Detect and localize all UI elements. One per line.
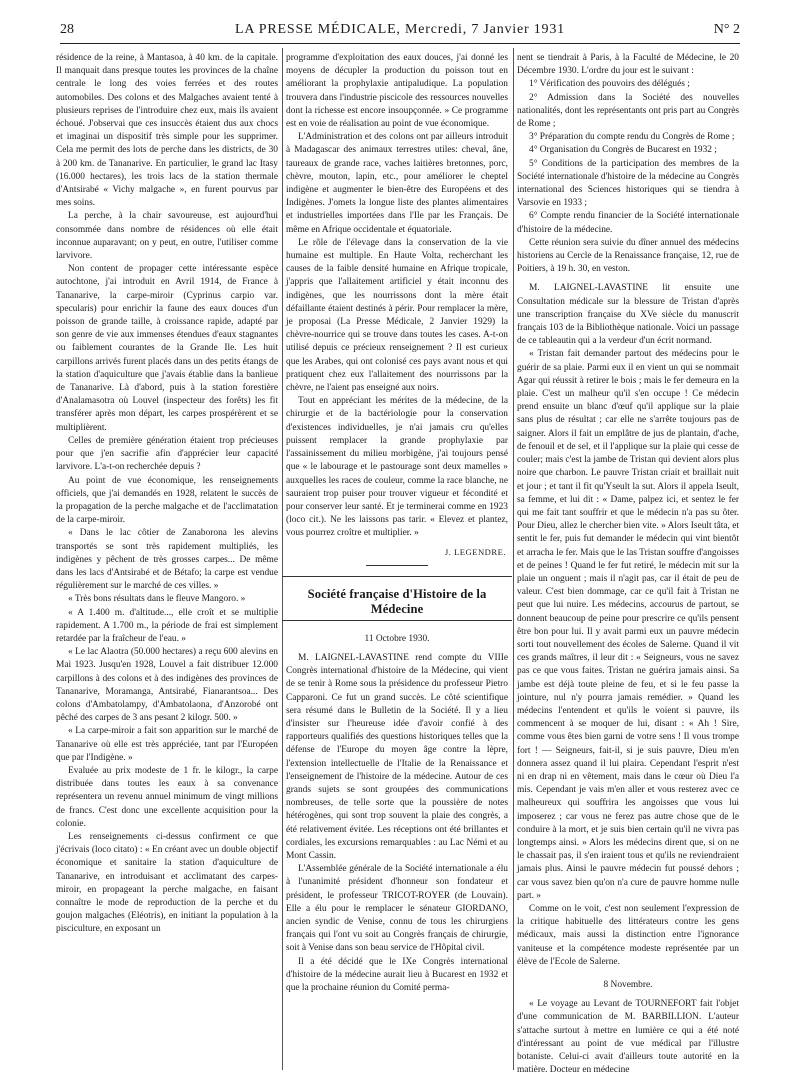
- agenda-item: 4° Organisation du Congrès de Bucarest en 1932 ;: [529, 145, 717, 156]
- session-date: 11 Octobre 1930.: [364, 633, 430, 644]
- column-divider: [513, 48, 514, 1070]
- paragraph: Tout en appréciant les mérites de la médecine, de la chirurgie et de la bactériologie pour la conservation d'existences individuelles, je n'ai jamais cru qu'elles puissent remplacer la grande prophylaxie par l'assainissement du milieu morbigène, j'ai toujours pensé que « le labourage et le pastourage sont deux mamelles » auxquelles les races de couleur, comme la race blanche, ne sauraient trop puiser pour trouver vigueur et fécondité et pour conserver leur santé. Et je terminerai comme en 1923 (loco cit.). Ne les laissons pas tarir. « Elevez et plantez, vous pourrez croître et multiplier. »: [286, 396, 508, 539]
- quote-paragraph: « Très bons résultats dans le fleuve Mangoro. »: [68, 594, 246, 605]
- paragraph: résidence de la reine, à Mantasoa, à 40 km. de la capitale. Il manquait dans presque toutes les provinces de la chaîne centrale le long des voies ferrées et des routes automobiles. Des colons et des Malgaches avaient tenté à plusieurs reprises de l'introduire chez eux, mais ils avaient échoué. J'observai que ces insuccès étaient dus aux chocs et imaginai un dispositif très simple pour les supprimer. Cela me permit des lots de perche dans les districts, de 30 à 200 km. de Tananarive. En particulier, le grand lac Itasy (16.000 hectares), les trois lacs de la station thermale d'Antsirabé « Vichy malgache », en furent pourvus par mes soins.: [56, 53, 278, 209]
- section-rule-bottom: [282, 620, 512, 621]
- session-date: 8 Novembre.: [603, 980, 653, 991]
- paragraph: Au point de vue économique, les renseignements officiels, que j'ai demandés en 1928, relatent le succès de la propagation de la perche malgache et de l'acclimatation de la carpe-miroir.: [56, 475, 278, 526]
- paragraph: programme d'exploitation des eaux douces, j'ai donné les moyens de décupler la production du poisson tout en améliorant la prophylaxie antipaludique. La population trouvera dans l'industrie piscicole des ressources nouvelles dont la richesse est encore insoupçonnée. » Ce programme est en voie de réalisation au point de vue économique.: [286, 53, 508, 130]
- paragraph: Cette réunion sera suivie du dîner annuel des médecins historiens au Cercle de la Renaissance française, 12, rue de Poitiers, à 19 h. 30, en veston.: [517, 237, 739, 275]
- column-3: [517, 52, 739, 1076]
- column-2: [286, 52, 508, 1070]
- paragraph: Il a été décidé que le IXe Congrès international d'histoire de la médecine aurait lieu à Bucarest en 1932 et que la prochaine réunion du Comité perma-: [286, 956, 508, 993]
- paragraph: nent se tiendrait à Paris, à la Faculté de Médecine, le 20 Décembre 1930. L'ordre du jour est le suivant :: [517, 53, 739, 77]
- header-rule: [60, 43, 740, 44]
- author-signature: J. LEGENDRE.: [444, 546, 506, 557]
- paragraph: M. LAIGNEL-LAVASTINE rend compte du VIIIe Congrès international d'histoire de la Médecine, qui vient de se tenir à Rome sous la présidence du professeur Pietro Capparoni. Ce fut un grand succès. Le côté scientifique sera résumé dans le Bulletin de la Société. Il y a lieu d'insister sur l'heureuse idée d'avoir confié à des rapporteurs qualifiés des questions historiques telles que la défense de l'Europe du moyen âge contre la lèpre, l'extension intellectuelle de l'Italie de la Renaissance et l'enseignement de l'histoire de la médecine. Autour de ces grands sujets se sont groupées des communications nombreuses, de telle sorte que la poussière de notes hétérogènes, qui sont trop souvent la plaie des congrès, a été relativement évitée. Les réceptions ont été brillantes et cordiales, les excursions remarquables : au Lac Némi et au Mont Cassin.: [286, 652, 508, 861]
- quote-paragraph: « Le lac Alaotra (50.000 hectares) a reçu 600 alevins en Mai 1923. Jusqu'en 1928, Louvel a fait distribuer 12.000 carpillons à des colons et à des indigènes des provinces de Tananarive, Moramanga, Antsirabé, Fianarantsoa... Des colons d'Ambatolampy, d'Ambatolaona, d'Anzorobé ont pêché des carpes de 3 ans pesant 2 kilogr. 500. »: [56, 647, 278, 724]
- column-divider: [282, 48, 283, 1070]
- agenda-item: 3° Préparation du compte rendu du Congrès de Rome ;: [529, 132, 735, 143]
- agenda-item: 6° Compte rendu financier de la Société internationale d'histoire de la médecine.: [517, 211, 739, 235]
- quote-paragraph: « A 1.400 m. d'altitude..., elle croît et se multiplie rapidement. A 1.700 m., la période de frai est simplement retardée par la fraîcheur de l'eau. »: [56, 607, 278, 644]
- paragraph: Celles de première génération étaient trop précieuses pour que j'en sacrifie afin d'apprécier leur capacité larvivore. L'a-t-on recherchée depuis ?: [56, 435, 278, 473]
- paragraph: L'Administration et des colons ont par ailleurs introduit à Madagascar des animaux terrestres utiles: cheval, âne, taureaux de grande race, vaches laitières bretonnes, porc, chèvre, mouton, lapin, etc., pour améliorer le cheptel indigène et augmenter le bien-être des Européens et des Indigènes. J'omets la longue liste des plantes alimentaires et industrielles importées dans l'Ile par les Français. De même en Afrique occidentale et équatoriale.: [286, 132, 508, 235]
- issue-number: N° 2: [713, 22, 740, 37]
- paragraph: Non content de propager cette intéressante espèce autochtone, j'ai introduit en Avril 1914, de France à Tananarive, la carpe-miroir (Cyprinus carpio var. specularis) pour enrichir la faune des eaux douces d'un poisson de grande taille, à croissance rapide, adapté par son genre de vie aux immenses étendues d'eaux stagnantes ou faiblement courantes de la Grande Ile. Les huit carpillons arrivés furent placés dans un des petits étangs de la station d'aquiculture que j'avais établie dans la banlieue de Tananarive. Là d'abord, puis à la station forestière d'Analamasotra où Louvel (inspecteur des forêts) les fit transférer après mon départ, les carpes prospérèrent et se multiplièrent.: [56, 264, 278, 433]
- paragraph: L'Assemblée générale de la Société internationale a élu à l'unanimité président d'honneur son fondateur et président, le professeur TRICOT-ROYER (de Louvain). Elle a élu pour le remplacer le sénateur GIORDANO, ancien syndic de Venise, connu de tous les chirurgiens français qui l'ont vu soit au Congrès français de chirurgie, soit à Venise dans son beau service de l'Hôpital civil.: [286, 864, 508, 954]
- paragraph: M. LAIGNEL-LAVASTINE lit ensuite une Consultation médicale sur la blessure de Tristan d'après une transcription française du XVe siècle du manuscrit français 103 de la Bibliothèque nationale. Voici un passage de ce tableautin qui a la verdeur d'un écrit normand.: [517, 283, 739, 347]
- journal-title: LA PRESSE MÉDICALE, Mercredi, 7 Janvier 1931: [235, 22, 565, 37]
- page-number: 28: [60, 22, 74, 37]
- paragraph: Comme on le voit, c'est non seulement l'expression de la critique habituelle des littérateurs contre les gens médicaux, mais aussi la distinction entre l'ignorance vaniteuse et la compétence modeste représentée par un élève de l'Ecole de Salerne.: [517, 904, 739, 967]
- paragraph: La perche, à la chair savoureuse, est aujourd'hui consommée dans nombre de résidences où elle était inconnue auparavant; on y peut, en outre, l'utiliser comme larvivore.: [56, 211, 278, 262]
- quote-paragraph: « La carpe-miroir a fait son apparition sur le marché de Tananarive où elle est très appréciée, tant par l'Européen que par l'Indigène. »: [56, 726, 278, 763]
- agenda-item: 5° Conditions de la participation des membres de la Société internationale d'histoire de la médecine au Congrès international des Sciences historiques qui se tiendra à Varsovie en 1933 ;: [517, 158, 739, 209]
- paragraph: Evaluée au prix modeste de 1 fr. le kilogr., la carpe distribuée dans toutes les eaux à sa convenance représentera un revenu annuel minimum de vingt millions de francs. C'est donc une excellente acquisition pour la colonie.: [56, 765, 278, 829]
- agenda-item: 2° Admission dans la Société des nouvelles nationalités, dont les représentants ont pris part au Congrès de Rome ;: [517, 92, 739, 130]
- page-header: [60, 22, 740, 42]
- column-1: [56, 52, 278, 1070]
- quote-paragraph: « Tristan fait demander partout des médecins pour le guérir de sa plaie. Parmi eux il en vient un qui se nommait Agar qui réussit à retirer le bois ; mais le fer demeura en la plaie. C'est un malheur qu'il s'en occupe ! Ce médecin prend ensuite un blanc d'œuf qu'il applique sur la plaie sans plus de résultat ; car elle ne s'arrête toujours pas de saigner. Alors il fait un emplâtre de jus de plantain, d'ache, de fenouil et de sel, et il l'applique sur la plaie qui cesse de couler; mais c'est la jambe de Tristan qui devient alors plus noire que charbon. Le pauvre Tristan criait et braillait nuit et jour ; et tant il fit qu'Yseult la sut. Alors il appela Iseult, sa femme, et lui dit : « Dame, palpez ici, et sentez le fer qui me fait tant souffrir et que le médecin n'a pas su ôter. Pour Dieu, allez le chercher bien vite. » Alors Iseult tâta, et sentit le fer, puis fut demander le médecin qui vint bientôt et arracha le fer. Mais que le las Tristan souffre d'angoisses et de peines ! Quand le fer fut retiré, le médecin mit sur la plaie un onguent ; mais il n'agit pas, car il était de peu de valeur. C'est bien dommage, car ce qu'il fait à Tristan ne peut que lui nuire. Les médecins, accourus de partout, se donnent beaucoup de peine pour prescrire ce qu'ils pensent être bon pour lui. Il y avait parmi eux un pauvre médecin sorti tout nouvellement des écoles de Salerne. Quand il vit ces grands maîtres, il leur dit : « Seigneurs, vous ne savez pas ce que vous faites. Tristan ne guérira jamais ainsi. Sa jambe est déjà toute pleine de feu, et si le feu passe la jointure, nul n'y pourra jamais remédier. » Quand les médecins l'entendent et qu'ils le voient si pauvre, ils commencent à se moquer de lui, disant : « Ah ! Sire, comme vous êtes bien garni de votre sens ! Il vous trompe fort ! — Seigneurs, fait-il, si je suis pauvre, Dieu m'en donnera assez quand il lui plaira. Cependant l'esprit n'est ni en drap ni en vêtement, mais dans le cœur où Dieu l'a mis. Cependant je vais m'en aller et vous resterez avec ce malheureux qui souffrira les angoisses que vous lui imposerez ; car vous ne ferez pas autre chose que de le conduire à la mort, et je suis bien certain qu'il ne vivra pas longtemps ainsi. » Alors les médecins dirent que, si on ne le chassait pas, il s'en iraient tous et qu'ils ne reviendraient jamais plus. Ainsi le pauvre médecin fut poussé dehors ; car vous savez bien qu'on n'a cure de pauvre homme nulle part. »: [517, 349, 739, 901]
- quote-paragraph: « Dans le lac côtier de Zanaborona les alevins transportés se sont très rapidement multipliés, les indigènes y pêchent de très grosses carpes... De même dans les lacs d'Antsirabé et de Bétafo; la carpe est vendue régulièrement sur le marché de ces villes. »: [56, 528, 278, 592]
- section-title: Société française d'Histoire de la Médecine: [307, 586, 487, 616]
- section-rule-top: [282, 576, 512, 577]
- paragraph: « Le voyage au Levant de TOURNEFORT fait l'objet d'une communication de M. BARBILLION. L'auteur s'attache surtout à mettre en lumière ce qui a été noté d'intéressant au point de vue médical par l'illustre botaniste. Celui-ci avait d'ailleurs toute autorité en la matière. Docteur en médecine: [517, 999, 739, 1076]
- agenda-item: 1° Vérification des pouvoirs des délégués ;: [529, 79, 690, 90]
- paragraph: Les renseignements ci-dessus confirment ce que j'écrivais (loco citato) : « En créant avec un double objectif économique et sanitaire la station d'aquiculture de Tananarive, en introduisant et acclimatant des carpes-miroir, en propageant la perche malgache, en faisant connaître le mode de reproduction de la perche et du goujon malgaches (Eléotris), en initiant la population à la pisciculture, en exposant un: [56, 831, 278, 935]
- paragraph: Le rôle de l'élevage dans la conservation de la vie humaine est multiple. En Haute Volta, recherchant les causes de la faible densité humaine en Afrique tropicale, j'appris que l'allaitement artificiel y était inconnu des indigènes, que les nourrissons dont la mère était défaillante étaient destinés à périr. Pour remplacer la mère, je proposai (La Presse Médicale, 2 Janvier 1929) la chèvre-nourrice qui se trouve dans toutes les cases. A-t-on utilisé depuis ce précieux renseignement ? Il est curieux que les Arabes, qui ont colonisé ces pays avant nous et qui pratiquent chez eux l'allaitement des nourrissons par la chèvre, ne l'aient pas enseigné aux noirs.: [286, 237, 508, 394]
- article-end-rule: [366, 565, 428, 566]
